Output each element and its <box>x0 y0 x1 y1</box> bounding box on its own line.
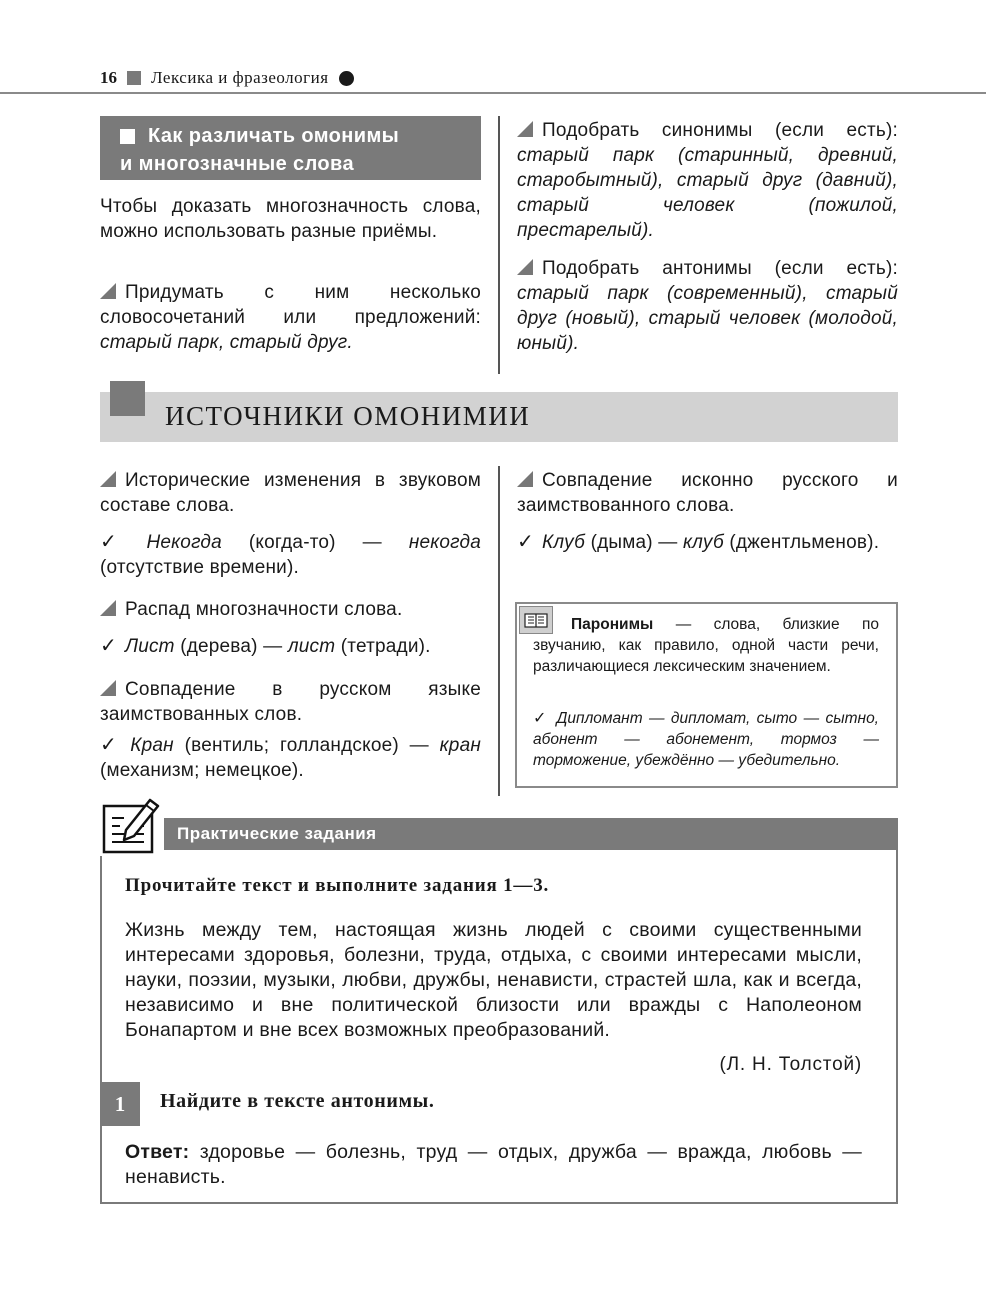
checkmark-icon: ✓ <box>100 531 139 553</box>
paronyms-box <box>515 602 898 788</box>
section-title: ИСТОЧНИКИ ОМОНИМИИ <box>165 401 531 431</box>
method-item-3-example: старый парк (современный), старый друг (новый), старый человек (молодой, юный). <box>517 283 898 354</box>
source-1-text: Исторические изменения в звуковом составе слова. <box>100 470 481 516</box>
page-number: 16 <box>100 68 117 87</box>
method-item-2-example: старый парк (старинный, древний, старобытный), старый друг (давний), старый человек (пожилой, престарелый). <box>517 145 898 241</box>
answer-text: здоровье — болезнь, труд — отдых, дружба — вражда, любовь — ненависть. <box>125 1141 862 1188</box>
source-2-text: Распад многозначности слова. <box>125 599 403 620</box>
example-word: лист <box>287 636 336 657</box>
answer-label: Ответ: <box>125 1141 190 1163</box>
running-header <box>100 66 354 90</box>
method-item-2 <box>517 118 898 243</box>
source-1-example <box>100 530 481 580</box>
method-item-3-text: Подобрать антонимы (если есть): <box>542 258 898 279</box>
box-title-line2: и многозначные слова <box>120 153 354 175</box>
triangle-bullet-icon <box>100 680 116 696</box>
example-gloss: (отсутствие времени). <box>100 557 299 578</box>
checkmark-icon: ✓ <box>100 734 123 756</box>
paronyms-definition-text: — слова, близкие по звучанию, как правило, одной части речи, различающиеся лексическим значением. <box>533 616 879 675</box>
example-gloss: (когда-то) — <box>248 532 382 553</box>
checkmark-icon: ✓ <box>517 531 534 553</box>
example-word: Некогда <box>146 532 222 553</box>
section-square-icon <box>110 381 145 416</box>
paronyms-term: Паронимы <box>571 616 654 633</box>
method-item-2-text: Подобрать синонимы (если есть): <box>542 120 898 141</box>
example-word: Клуб <box>541 532 586 553</box>
source-3-example <box>100 733 481 783</box>
example-gloss: (джентльменов). <box>729 532 880 553</box>
triangle-bullet-icon <box>100 283 116 299</box>
notebook-pen-icon <box>100 796 164 856</box>
method-item-1-example: старый парк, старый друг. <box>100 332 353 353</box>
method-item-3 <box>517 256 898 356</box>
circle-marker-icon <box>339 71 354 86</box>
example-word: Лист <box>124 636 175 657</box>
checkmark-icon: ✓ <box>533 710 549 727</box>
example-gloss: (вентиль; голландское) — <box>184 735 429 756</box>
header-rule <box>0 92 986 94</box>
method-item-1 <box>100 280 481 355</box>
source-4-example <box>517 530 898 555</box>
practice-text: Жизнь между тем, настоящая жизнь людей с своими существенными интересами здоровья, болезни, труда, отдыха, с своими интересами мысли, науки, поэзии, музыки, любви, дружбы, ненависти, страстей шла, как и всегда, независимо и вне политической близости или вражды с Наполеоном Бонапартом и вне всех возможных преобразований. <box>125 919 862 1041</box>
box-title-line1: Как различать омонимы <box>148 125 400 147</box>
paronyms-examples <box>533 708 879 771</box>
example-word: Кран <box>130 735 174 756</box>
triangle-bullet-icon <box>517 121 533 137</box>
paronyms-examples-text: Дипломант — дипломат, сыто — сытно, абонент — абонемент, тормоз — торможение, убеждённо — убедительно. <box>533 710 879 769</box>
column-divider <box>498 116 500 374</box>
source-3 <box>100 677 481 727</box>
section-title: Лексика и фразеология <box>151 68 329 87</box>
column-divider <box>498 466 500 796</box>
example-gloss: (механизм; немецкое). <box>100 760 304 781</box>
source-1 <box>100 468 481 518</box>
source-4 <box>517 468 898 518</box>
box-intro: Чтобы доказать многозначность слова, можно использовать разные приёмы. <box>100 196 481 242</box>
task-answer <box>125 1140 862 1190</box>
box-title <box>100 116 481 180</box>
paronyms-definition <box>533 614 879 677</box>
triangle-bullet-icon <box>517 259 533 275</box>
example-word: кран <box>439 735 481 756</box>
triangle-bullet-icon <box>100 471 116 487</box>
source-4-text: Совпадение исконно русского и заимствованного слова. <box>517 470 898 516</box>
practice-author: (Л. Н. Толстой) <box>719 1054 862 1075</box>
task-text: Найдите в тексте антонимы. <box>160 1090 435 1112</box>
practice-instruction: Прочитайте текст и выполните задания 1—3. <box>125 875 550 896</box>
triangle-bullet-icon <box>517 471 533 487</box>
square-marker-icon <box>127 71 141 85</box>
source-3-text: Совпадение в русском языке заимствованных слов. <box>100 679 481 725</box>
white-square-icon <box>120 129 135 144</box>
source-2 <box>100 597 481 622</box>
triangle-bullet-icon <box>100 600 116 616</box>
example-word: некогда <box>408 532 481 553</box>
example-word: клуб <box>682 532 724 553</box>
method-item-1-text: Придумать с ним несколько словосочетаний или предложений: <box>100 282 481 328</box>
practice-header: Практические задания <box>177 824 377 843</box>
example-gloss: (тетради). <box>340 636 431 657</box>
example-gloss: (дерева) — <box>180 636 283 657</box>
source-2-example <box>100 634 481 659</box>
checkmark-icon: ✓ <box>100 635 117 657</box>
example-gloss: (дыма) — <box>590 532 678 553</box>
task-number-badge: 1 <box>100 1082 140 1126</box>
